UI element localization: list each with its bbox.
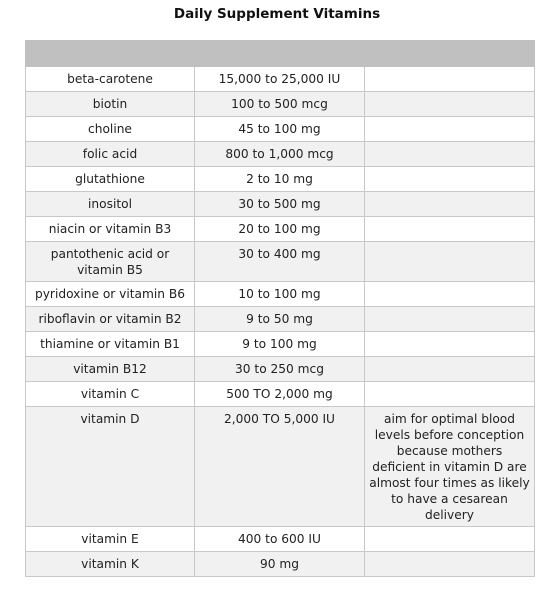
vitamin-name-cell: folic acid [26,142,195,167]
vitamins-table-body [26,41,535,577]
vitamins-table [25,40,535,577]
table-row [26,67,535,92]
dose-cell: 2 to 10 mg [195,167,365,192]
note-cell [365,307,535,332]
dose-cell: 500 TO 2,000 mg [195,382,365,407]
vitamin-name-cell: choline [26,117,195,142]
dose-cell: 10 to 100 mg [195,282,365,307]
vitamin-name-cell: vitamin C [26,382,195,407]
vitamin-name-cell: vitamin D [26,407,195,527]
header-cell-dose [195,41,365,67]
dose-cell: 400 to 600 IU [195,527,365,552]
table-header-bar [26,41,535,67]
vitamin-name-cell: niacin or vitamin B3 [26,217,195,242]
vitamin-name-cell: biotin [26,92,195,117]
note-cell [365,142,535,167]
table-row [26,382,535,407]
note-cell [365,117,535,142]
note-cell [365,242,535,282]
table-row [26,527,535,552]
vitamin-name-cell: thiamine or vitamin B1 [26,332,195,357]
dose-cell: 45 to 100 mg [195,117,365,142]
vitamin-name-cell: riboflavin or vitamin B2 [26,307,195,332]
table-row [26,357,535,382]
dose-cell: 30 to 250 mcg [195,357,365,382]
dose-cell: 30 to 400 mg [195,242,365,282]
vitamin-name-cell: beta-carotene [26,67,195,92]
note-cell [365,92,535,117]
note-cell [365,332,535,357]
header-cell-name [26,41,195,67]
note-cell [365,67,535,92]
table-row [26,217,535,242]
note-cell [365,192,535,217]
vitamin-name-cell: vitamin K [26,552,195,577]
dose-cell: 9 to 100 mg [195,332,365,357]
dose-cell: 100 to 500 mcg [195,92,365,117]
dose-cell: 20 to 100 mg [195,217,365,242]
vitamin-name-cell: pyridoxine or vitamin B6 [26,282,195,307]
dose-cell: 90 mg [195,552,365,577]
note-cell [365,217,535,242]
dose-cell: 2,000 TO 5,000 IU [195,407,365,527]
table-row [26,167,535,192]
note-cell [365,167,535,192]
table-row [26,307,535,332]
dose-cell: 15,000 to 25,000 IU [195,67,365,92]
header-cell-note [365,41,535,67]
note-cell [365,552,535,577]
note-cell [365,527,535,552]
note-cell [365,357,535,382]
dose-cell: 9 to 50 mg [195,307,365,332]
table-row [26,192,535,217]
dose-cell: 800 to 1,000 mcg [195,142,365,167]
note-cell: aim for optimal blood levels before conception because mothers deficient in vitamin D are almost four times as likely to have a cesarean delivery [365,407,535,527]
vitamin-name-cell: inositol [26,192,195,217]
table-row [26,407,535,527]
vitamin-name-cell: vitamin B12 [26,357,195,382]
vitamin-name-cell: glutathione [26,167,195,192]
table-row [26,242,535,282]
table-row [26,117,535,142]
table-row [26,92,535,117]
table-row [26,552,535,577]
page-title: Daily Supplement Vitamins [173,6,381,22]
table-row [26,282,535,307]
vitamin-name-cell: vitamin E [26,527,195,552]
note-cell [365,382,535,407]
table-row [26,332,535,357]
note-cell [365,282,535,307]
vitamin-name-cell: pantothenic acid or vitamin B5 [26,242,195,282]
table-row [26,142,535,167]
dose-cell: 30 to 500 mg [195,192,365,217]
